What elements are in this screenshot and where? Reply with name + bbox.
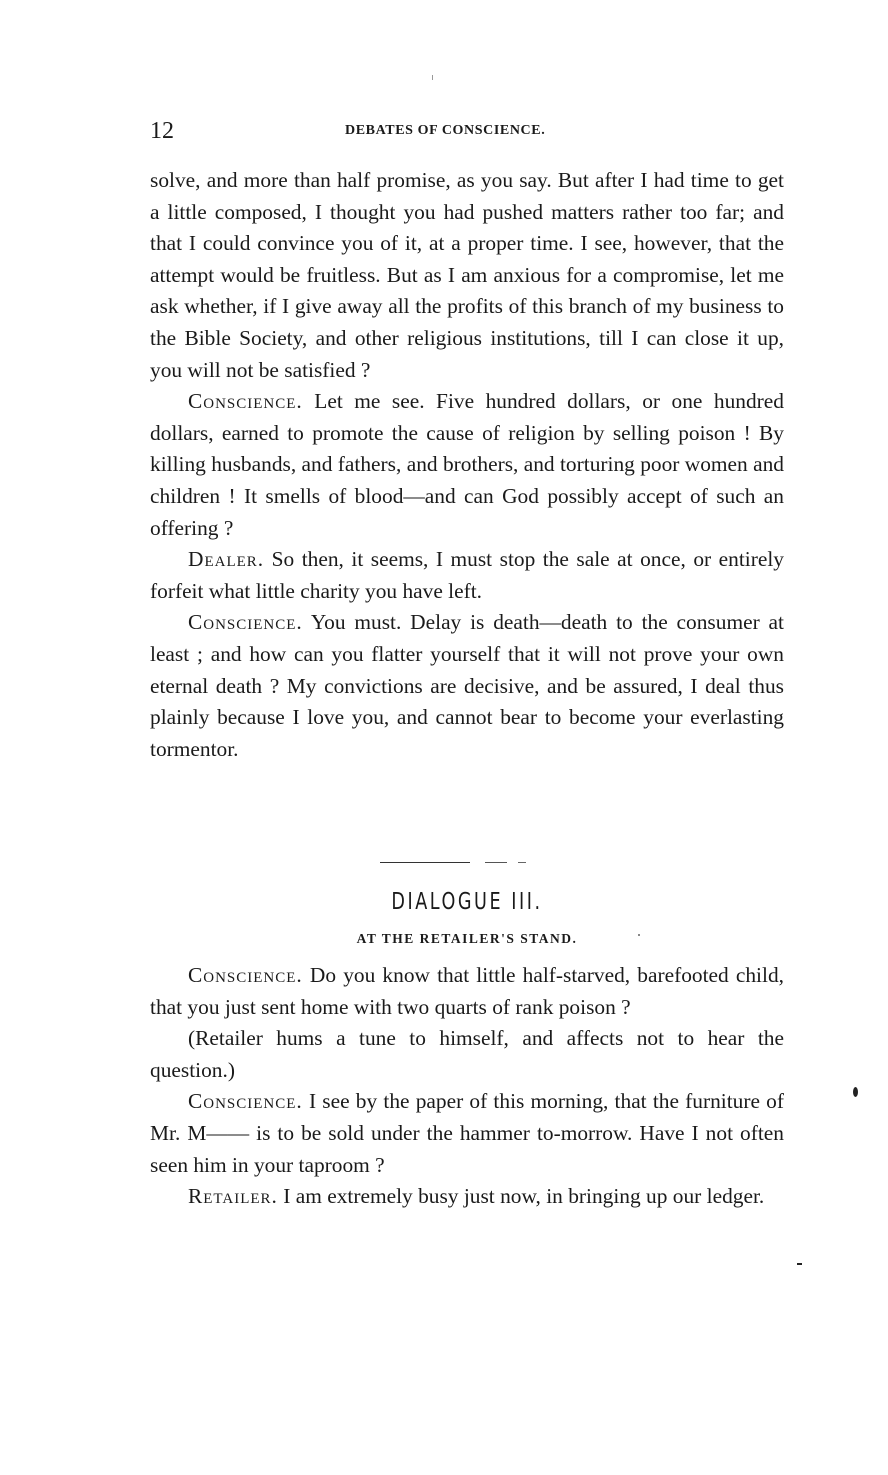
paragraph [150, 1023, 784, 1086]
paragraph-text: So then, it seems, I must stop the sale at once, or entirely forfeit what little charity you have left. [150, 547, 784, 603]
paragraph [150, 1181, 784, 1213]
body-text-section-2 [150, 960, 784, 1213]
paragraph [150, 386, 784, 544]
running-title: DEBATES OF CONSCIENCE. [345, 123, 546, 138]
ink-speck [853, 1087, 858, 1097]
separator-rule [485, 862, 507, 863]
body-text-section-1 [150, 165, 784, 765]
section-separator [380, 862, 530, 864]
paragraph [150, 544, 784, 607]
separator-rule [380, 862, 470, 863]
speaker-name: Conscience. [188, 1089, 303, 1114]
speaker-name: Conscience. [188, 610, 303, 635]
dialogue-title: DIALOGUE III. [391, 889, 543, 915]
paragraph-text: Do you know that little half-starved, barefooted child, that you just sent home with two quarts of rank poison ? [150, 963, 784, 1019]
paragraph-text: Let me see. Five hundred dollars, or one hundred dollars, earned to promote the cause of religion by selling poison ! By killing husbands, and fathers, and brothers, and torturing poor women and children ! It smells of blood—and can God possibly accept of such an offering ? [150, 389, 784, 540]
dialogue-subtitle: AT THE RETAILER'S STAND. [356, 931, 578, 946]
ink-speck [638, 934, 640, 936]
paragraph [150, 165, 784, 386]
paragraph-text: You must. Delay is death—death to the consumer at least ; and how can you flatter yourself that it will not prove your own eternal death ? My convictions are decisive, and be assured, I deal thus plainly because I love you, and cannot bear to become your everlasting tormentor. [150, 610, 784, 761]
ink-speck [797, 1263, 802, 1265]
separator-rule [518, 862, 526, 863]
paragraph-text: I am extremely busy just now, in bringing up our ledger. [277, 1184, 765, 1209]
page-number: 12 [150, 118, 174, 144]
paragraph-text: (Retailer hums a tune to himself, and affects not to hear the question.) [150, 1026, 784, 1082]
paragraph-text: solve, and more than half promise, as you say. But after I had time to get a little composed, I thought you had pushed matters rather too far; and that I could convince you of it, at a proper time. I see, however, that the attempt would be fruitless. But as I am anxious for a compromise, let me ask whether, if I give away all the profits of this branch of my business to the Bible Society, and other religious institutions, till I can close it up, you will not be satisfied ? [150, 168, 784, 382]
paragraph-text: I see by the paper of this morning, that the furniture of Mr. M—— is to be sold under the hammer to-morrow. Have I not often seen him in your taproom ? [150, 1089, 784, 1177]
paragraph [150, 607, 784, 765]
paragraph [150, 960, 784, 1023]
speaker-name: Conscience. [188, 963, 303, 987]
ink-speck [432, 75, 433, 80]
speaker-name: Retailer. [188, 1184, 278, 1209]
page-header [150, 118, 784, 144]
speaker-name: Conscience. [188, 389, 303, 414]
paragraph [150, 1086, 784, 1181]
speaker-name: Dealer. [188, 547, 265, 572]
